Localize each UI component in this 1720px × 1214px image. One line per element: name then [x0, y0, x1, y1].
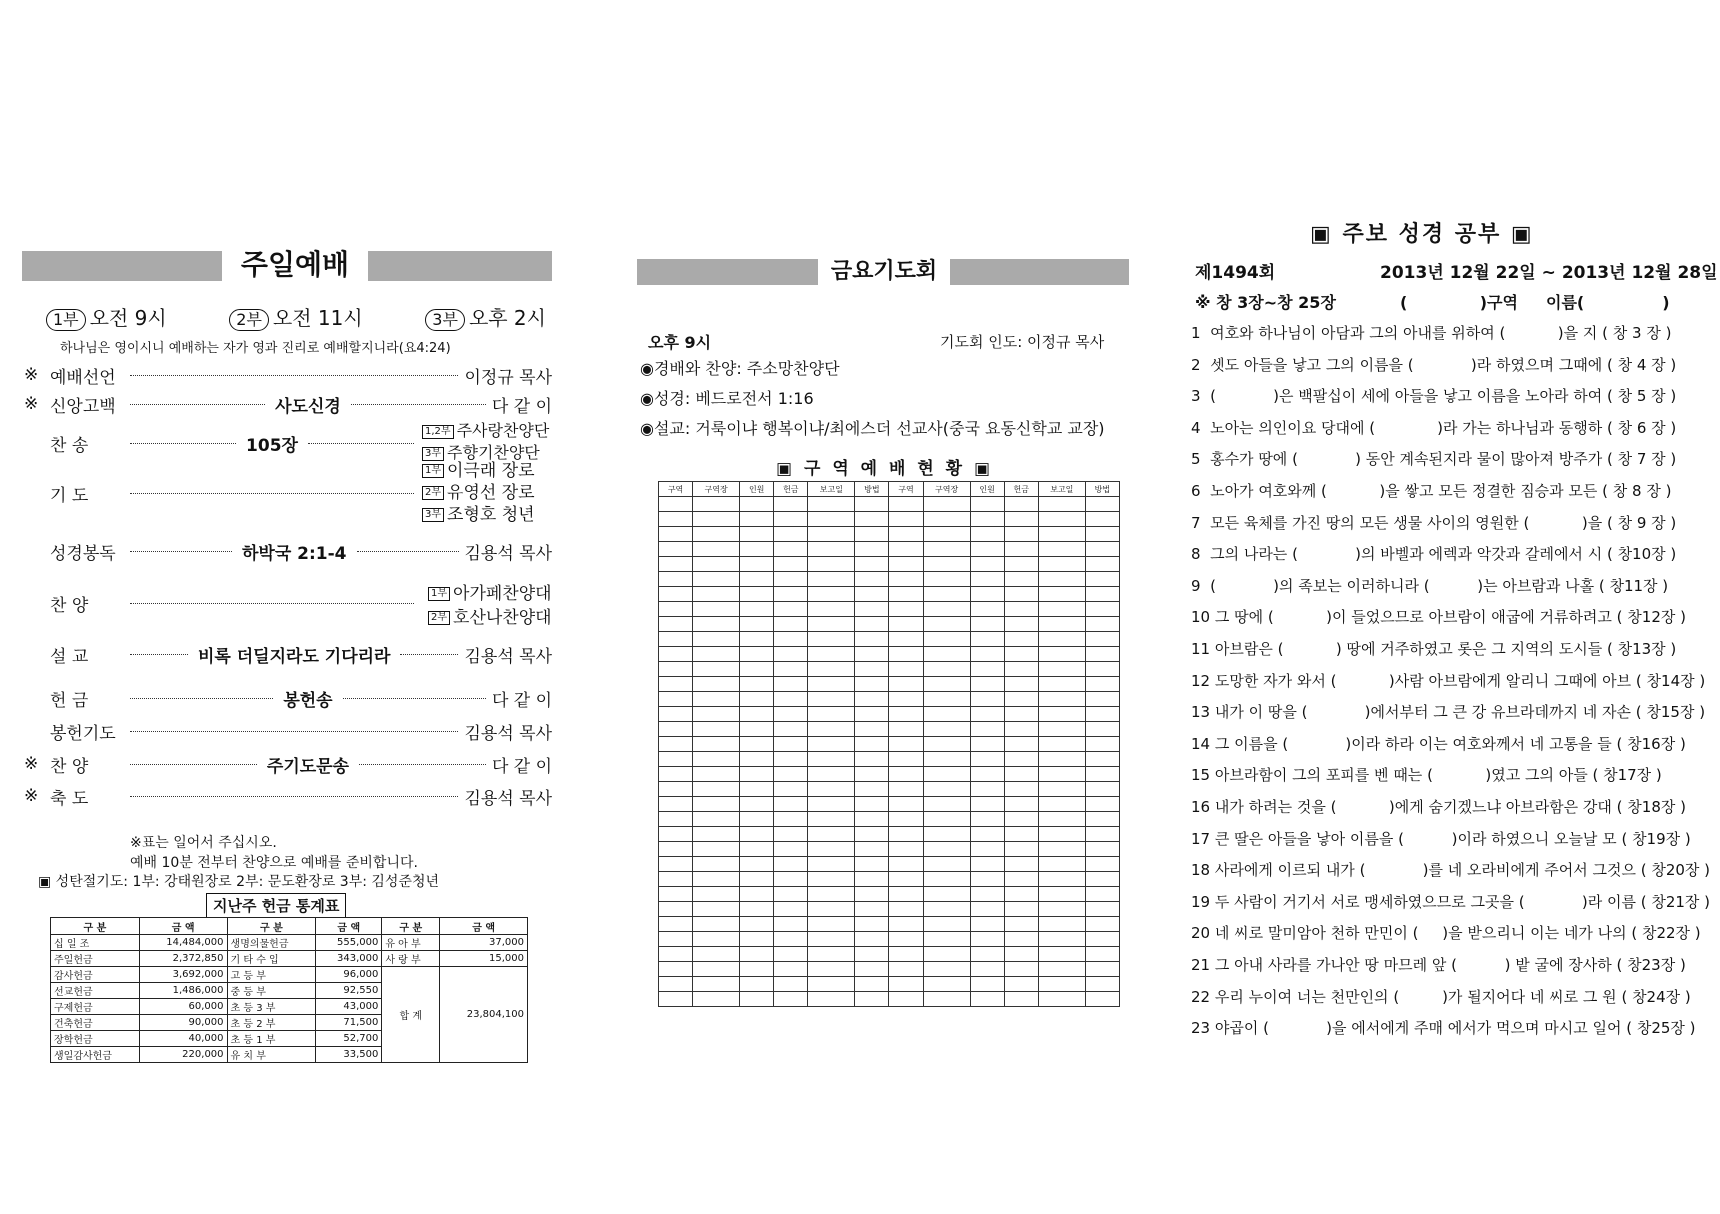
- table-row: [659, 692, 1120, 707]
- table-row: [659, 962, 1120, 977]
- study-range: ※ 창 3장~창 25장: [1195, 293, 1336, 312]
- order-row-9: 봉헌기도 김용석 목사: [50, 723, 552, 744]
- table-row: [659, 542, 1120, 557]
- service-1: 1부 오전 9시: [46, 302, 167, 331]
- table-row: 선교헌금 1,486,000 중 등 부 92,550: [51, 983, 528, 999]
- study-issue: 제1494회: [1195, 263, 1276, 283]
- study-question-7: 7 모든 육체를 가진 땅의 모든 생물 사이의 영원한 ( )을 ( 창 9 장 ): [1191, 513, 1677, 532]
- table-row: [659, 857, 1120, 872]
- friday-item-1: ◉경배와 찬양: 주소망찬양단: [640, 359, 840, 378]
- study-question-17: 17 큰 딸은 아들을 낳아 이름을 ( )이라 하였으니 오늘날 모 ( 창19장 ): [1191, 829, 1691, 848]
- table-row: [659, 527, 1120, 542]
- table-row: 감사헌금 3,692,000 고 등 부 96,000 합 계 23,804,100: [51, 967, 528, 983]
- prayers: 1부 이극래 장로 2부 유영선 장로 3부 조형호 청년: [422, 460, 535, 526]
- order-row-4: 기 도: [24, 480, 552, 506]
- praise-choirs: 1부 아가페찬양대 2부 호산나찬양대: [428, 582, 552, 630]
- table-row: [659, 932, 1120, 947]
- offering-title: 지난주 헌금 통계표: [206, 893, 346, 918]
- study-question-11: 11 아브람은 ( ) 땅에 거주하였고 롯은 그 지역의 도시들 ( 창13장 ): [1191, 640, 1677, 658]
- study-question-16: 16 내가 하려는 것을 ( )에게 숨기겠느냐 아브라함은 강대 ( 창18장 ): [1191, 798, 1686, 816]
- friday-title: 금요기도회: [818, 254, 950, 290]
- study-question-15: 15 아브라함이 그의 포피를 벤 때는 ( )였고 그의 아들 ( 창17장 ): [1191, 766, 1662, 785]
- table-row: 장학헌금 40,000 초 등 1 부 52,700: [51, 1031, 528, 1047]
- table-row: [659, 572, 1120, 587]
- table-row: [659, 977, 1120, 992]
- table-row: 생일감사헌금 220,000 유 치 부 33,500: [51, 1047, 528, 1063]
- order-row-6: 찬 양: [24, 590, 552, 616]
- offering-header-row: 구 분 금 액 구 분 금 액 구 분 금 액: [51, 918, 528, 935]
- table-row: [659, 917, 1120, 932]
- group-worship-title: ▣ 구 역 예 배 현 황 ▣: [776, 459, 994, 479]
- study-question-12: 12 도망한 자가 와서 ( )사람 아브람에게 알리니 그때에 아브 ( 창14장 ): [1191, 671, 1706, 690]
- table-row: [659, 872, 1120, 887]
- study-question-4: 4 노아는 의인이요 당대에 ( )라 가는 하나님과 동행하 ( 창 6 장 ): [1191, 418, 1677, 437]
- table-row: [659, 827, 1120, 842]
- table-row: [659, 782, 1120, 797]
- table-row: [659, 842, 1120, 857]
- order-row-8: 헌 금 봉헌송 다 같 이: [50, 690, 553, 711]
- friday-item-2: ◉성경: 베드로전서 1:16: [640, 389, 814, 408]
- service-2: 2부 오전 11시: [229, 302, 362, 331]
- study-question-23: 23 야곱이 ( )을 에서에게 주매 에서가 먹으며 마시고 일어 ( 창25장 ): [1191, 1019, 1696, 1038]
- study-dates: 2013년 12월 22일 ~ 2013년 12월 28일: [1380, 263, 1718, 283]
- service-3: 3부 오후 2시: [425, 302, 546, 331]
- study-question-19: 19 두 사람이 거기서 서로 맹세하였으므로 그곳을 ( )라 이름 ( 창21장 ): [1191, 892, 1711, 911]
- order-row-5: 성경봉독 하박국 2:1-4 김용석 목사: [50, 543, 553, 564]
- friday-item-3: ◉설교: 거룩이냐 행복이냐/최에스더 선교사(중국 요동신학교 교장): [640, 419, 1105, 438]
- offering-table: [50, 917, 528, 1063]
- study-question-2: 2 셋도 아들을 낳고 그의 이름을 ( )라 하였으며 그때에 ( 창 4 장 ): [1191, 355, 1677, 374]
- study-question-6: 6 노아가 여호와께 ( )을 쌓고 모든 정결한 짐승과 모든 ( 창 8 장 ): [1191, 482, 1672, 500]
- table-row: [659, 497, 1120, 512]
- study-question-9: 9 ( )의 족보는 이러하니라 ( )는 아브람과 나홀 ( 창11장 ): [1191, 576, 1669, 595]
- hymn-choirs: 1,2부 주사랑찬양단 3부 주향기찬양단: [422, 420, 549, 464]
- table-row: [659, 602, 1120, 617]
- study-title: ▣ 주보 성경 공부 ▣: [1310, 222, 1534, 247]
- table-row: [659, 662, 1120, 677]
- table-row: [659, 992, 1120, 1007]
- order-row-11: ※ 축 도 김용석 목사: [24, 786, 552, 809]
- table-row: [659, 737, 1120, 752]
- table-row: [659, 812, 1120, 827]
- table-row: [659, 557, 1120, 572]
- study-question-3: 3 ( )은 백팔십이 세에 아들을 낳고 이름을 노아라 하여 ( 창 5 장 ): [1191, 387, 1677, 406]
- friday-leader: 기도회 인도: 이정규 목사: [940, 333, 1105, 351]
- table-row: [659, 767, 1120, 782]
- worship-note-2: 예배 10분 전부터 찬양으로 예배를 준비합니다.: [130, 855, 418, 871]
- table-row: [659, 707, 1120, 722]
- order-row-1: ※ 예배선언 이정규 목사: [24, 365, 552, 388]
- worship-note-1: ※표는 일어서 주십시오.: [130, 835, 277, 851]
- service-times: [46, 302, 546, 331]
- christmas-prayer-note: ▣ 성탄절기도: 1부: 강태원장로 2부: 문도환장로 3부: 김성준청년: [38, 874, 440, 890]
- study-question-18: 18 사라에게 이르되 내가 ( )를 네 오라비에게 주어서 그것으 ( 창20장 ): [1191, 861, 1711, 880]
- order-row-2: ※ 신앙고백 사도신경 다 같 이: [24, 394, 552, 417]
- table-row: 십 일 조 14,484,000 생명의물헌금 555,000 유 아 부 37,000: [51, 935, 528, 951]
- study-question-14: 14 그 이름을 ( )이라 하라 이는 여호와께서 네 고통을 들 ( 창16장 ): [1191, 734, 1686, 753]
- table-row: 구제헌금 60,000 초 등 3 부 43,000: [51, 999, 528, 1015]
- friday-time: 오후 9시: [648, 333, 712, 352]
- table-row: [659, 797, 1120, 812]
- study-question-20: 20 네 씨로 말미암아 천하 만민이 ( )을 받으리니 이는 네가 나의 ( 창22장 ): [1191, 924, 1701, 943]
- table-row: [659, 677, 1120, 692]
- study-group-field: ( )구역: [1400, 293, 1518, 312]
- study-question-1: 1 여호와 하나님이 아담과 그의 아내를 위하여 ( )을 지 ( 창 3 장 ): [1191, 324, 1672, 342]
- group-worship-table: [658, 481, 1120, 1007]
- table-row: [659, 947, 1120, 962]
- table-row: [659, 632, 1120, 647]
- table-row: [659, 722, 1120, 737]
- table-row: 건축헌금 90,000 초 등 2 부 71,500: [51, 1015, 528, 1031]
- study-question-22: 22 우리 누이여 너는 천만인의 ( )가 될지어다 네 씨로 그 원 ( 창24장 ): [1191, 987, 1691, 1006]
- study-question-13: 13 내가 이 땅을 ( )에서부터 그 큰 강 유브라데까지 네 자손 ( 창15장 ): [1191, 703, 1706, 722]
- order-row-10: ※ 찬 양 주기도문송 다 같 이: [24, 754, 553, 777]
- table-row: [659, 512, 1120, 527]
- order-row-3: 찬 송 105장: [24, 430, 552, 456]
- study-question-5: 5 홍수가 땅에 ( ) 동안 계속된지라 물이 많아져 방주가 ( 창 7 장 ): [1191, 450, 1677, 469]
- study-question-8: 8 그의 나라는 ( )의 바벨과 에렉과 악갓과 갈레에서 시 ( 창10장 ): [1191, 545, 1677, 564]
- worship-verse: 하나님은 영이시니 예배하는 자가 영과 진리로 예배할지니라(요4:24): [60, 341, 451, 356]
- study-name-field: 이름( ): [1546, 293, 1670, 312]
- group-header-row: 구역 구역장 인원 헌금 보고일 방법 구역 구역장 인원 헌금 보고일 방법: [659, 482, 1120, 497]
- table-row: [659, 617, 1120, 632]
- table-row: [659, 587, 1120, 602]
- study-question-21: 21 그 아내 사라를 가나안 땅 마므레 앞 ( ) 밭 굴에 장사하 ( 창23장 ): [1191, 956, 1686, 974]
- worship-title: 주일예배: [222, 246, 368, 284]
- table-row: [659, 902, 1120, 917]
- table-row: [659, 752, 1120, 767]
- table-row: 주일헌금 2,372,850 기 타 수 입 343,000 사 랑 부 15,000: [51, 951, 528, 967]
- order-row-7: 설 교 비록 더딜지라도 기다리라 김용석 목사: [50, 646, 552, 667]
- table-row: [659, 887, 1120, 902]
- study-question-10: 10 그 땅에 ( )이 들었으므로 아브람이 애굽에 거류하려고 ( 창12장 ): [1191, 608, 1686, 627]
- table-row: [659, 647, 1120, 662]
